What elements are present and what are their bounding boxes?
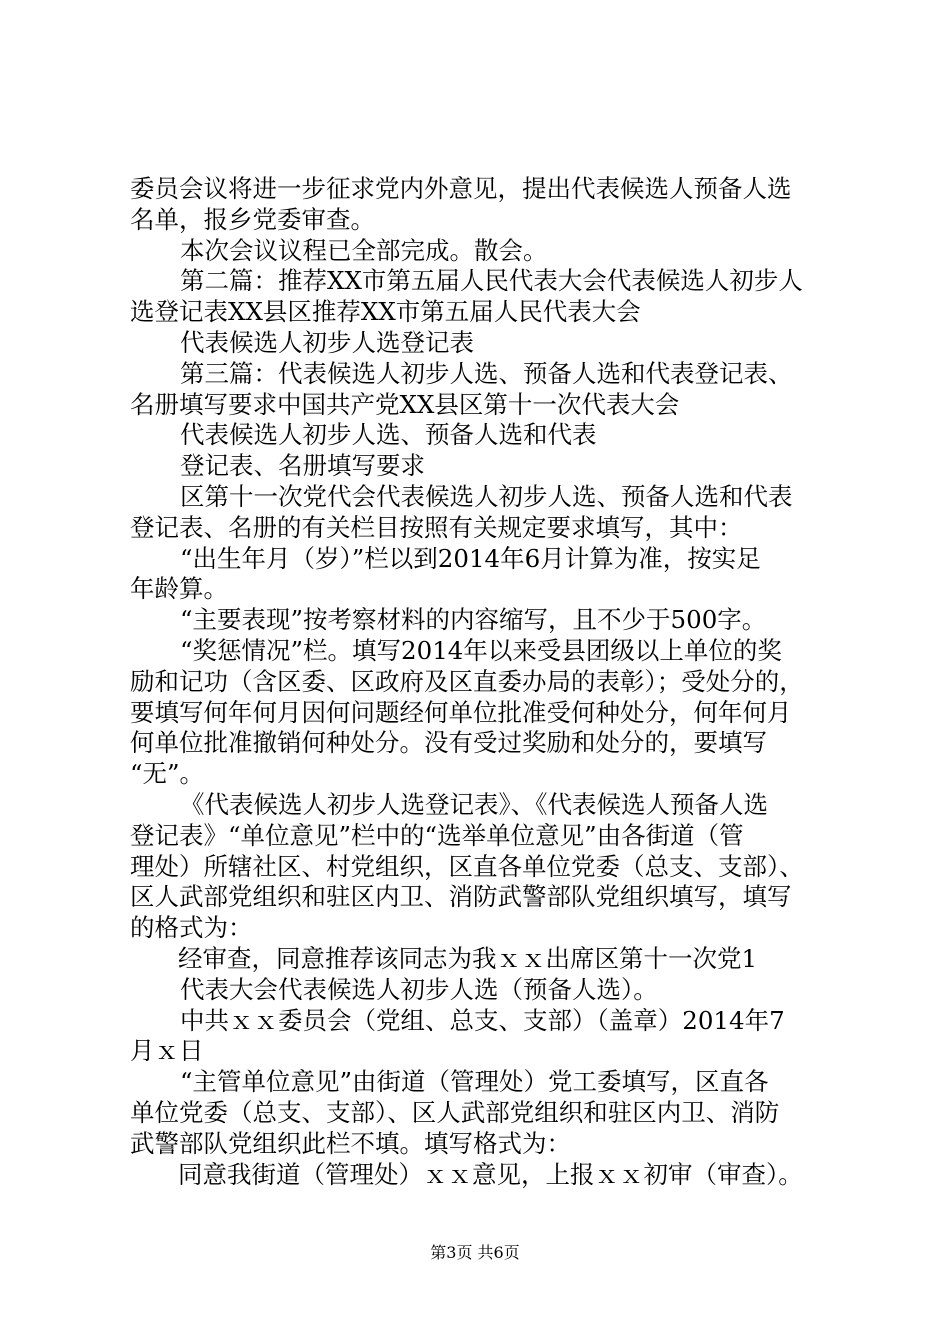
text-line: 名册填写要求中国共产党XX县区第十一次代表大会	[130, 389, 680, 419]
text-line: 区人武部党组织和驻区内卫、消防武警部队党组织填写，填写	[130, 882, 792, 912]
text-line: 年龄算。	[130, 574, 228, 604]
text-line: 委员会议将进一步征求党内外意见，提出代表候选人预备人选	[130, 174, 792, 203]
text-line: 中共ｘｘ委员会（党组、总支、支部）（盖章）2014年7	[180, 1005, 785, 1035]
text-line: 何单位批准撤销何种处分。没有受过奖励和处分的，要填写	[130, 728, 767, 758]
text-line: 代表候选人初步人选、预备人选和代表	[180, 420, 597, 450]
text-line: 励和记功（含区委、区政府及区直委办局的表彰）；受处分的，	[130, 666, 804, 696]
text-line: 选登记表XX县区推荐XX市第五届人民代表大会	[130, 297, 641, 327]
text-line: 《代表候选人初步人选登记表》、《代表候选人预备人选	[180, 789, 768, 819]
text-line: 要填写何年何月因何问题经何单位批准受何种处分，何年何月	[130, 697, 792, 727]
page-footer: 第3页 共6页	[430, 1243, 520, 1262]
text-line: “主管单位意见”由街道（管理处）党工委填写，区直各	[180, 1067, 769, 1097]
text-line: 登记表、名册的有关栏目按照有关规定要求填写，其中：	[130, 512, 743, 542]
text-line: 名单，报乡党委审查。	[130, 204, 375, 234]
text-line: 月ｘ日	[130, 1036, 204, 1066]
text-line: “无”。	[130, 759, 205, 789]
text-line: 武警部队党组织此栏不填。填写格式为：	[130, 1128, 571, 1158]
text-line: 区第十一次党代会代表候选人初步人选、预备人选和代表	[180, 481, 793, 511]
text-line: 理处）所辖社区、村党组织，区直各单位党委（总支、支部）、	[130, 851, 804, 881]
text-line: 登记表》“单位意见”栏中的“选举单位意见”由各街道（管	[130, 820, 744, 850]
text-line: 代表大会代表候选人初步人选（预备人选）。	[180, 974, 658, 1004]
body-text	[130, 174, 835, 1190]
text-line: 经审查，同意推荐该同志为我ｘｘ出席区第十一次党1	[178, 943, 758, 973]
text-line: “出生年月（岁）”栏以到2014年6月计算为准，按实足	[180, 543, 761, 573]
text-line: 代表候选人初步人选登记表	[180, 327, 474, 357]
text-line: 登记表、名册填写要求	[180, 451, 425, 481]
text-line: “奖惩情况”栏。填写2014年以来受县团级以上单位的奖	[180, 635, 782, 665]
text-line: 第二篇：推荐XX市第五届人民代表大会代表候选人初步人	[180, 266, 803, 296]
text-line: 的格式为：	[130, 913, 253, 943]
text-line: 第三篇：代表候选人初步人选、预备人选和代表登记表、	[180, 358, 793, 388]
text-line: 本次会议议程已全部完成。散会。	[180, 235, 548, 265]
text-line: 同意我街道（管理处）ｘｘ意见，上报ｘｘ初审（审查）。	[178, 1159, 803, 1189]
text-line: 单位党委（总支、支部）、区人武部党组织和驻区内卫、消防	[130, 1097, 780, 1127]
text-line: “主要表现”按考察材料的内容缩写，且不少于500字。	[180, 605, 767, 635]
